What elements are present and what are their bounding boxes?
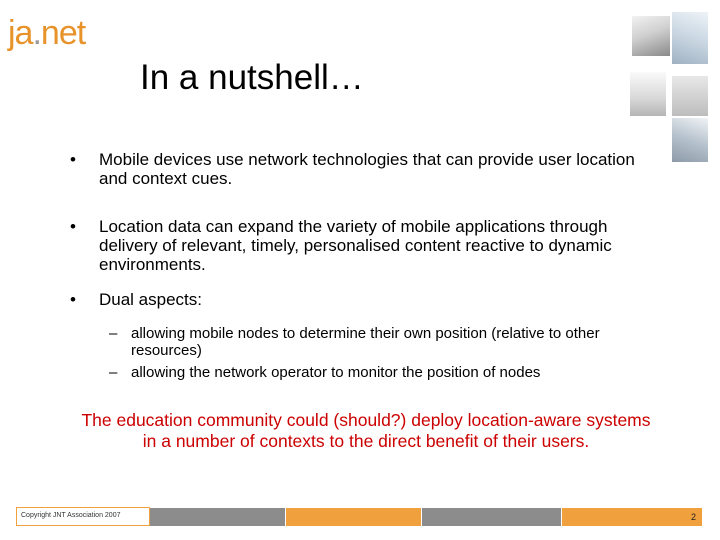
bullet-item: [64, 290, 202, 309]
bullet-text: Dual aspects:: [99, 290, 202, 309]
bullet-mark: •: [70, 290, 76, 309]
dash-mark: –: [109, 364, 118, 381]
photo-network-blue: [672, 118, 708, 162]
bullet-text: Mobile devices use network technologies that can provide user location and context cues.: [99, 150, 635, 188]
page-number: 2: [690, 512, 696, 522]
footer-bar: [0, 506, 720, 526]
bullet-mark: •: [70, 217, 76, 236]
bullet-mark: •: [70, 150, 76, 169]
photo-abstract-blue: [672, 12, 708, 64]
footer-segment-gray: [422, 508, 561, 526]
sub-bullet-item: [109, 325, 671, 359]
logo-dot: .: [32, 14, 41, 52]
dash-mark: –: [109, 325, 118, 342]
bullet-item: [64, 217, 664, 274]
janet-logo: [8, 14, 85, 53]
photo-classroom: [630, 72, 666, 116]
photo-people: [632, 16, 670, 56]
slide-title: In a nutshell…: [140, 58, 364, 97]
copyright-text: Copyright JNT Association 2007: [21, 512, 121, 519]
sub-bullet-text: allowing the network operator to monitor the position of nodes: [131, 364, 541, 381]
logo-part-net: net: [40, 14, 86, 52]
highlight-note: The education community could (should?) deploy location-aware systems in a number of contexts to the direct benefit of their users.: [81, 410, 651, 451]
bullet-item: [64, 150, 664, 188]
copyright-box: [16, 507, 150, 526]
footer-segment-orange: [286, 508, 421, 526]
footer-segment-gray: [150, 508, 285, 526]
photo-devices: [672, 76, 708, 116]
bullet-text: Location data can expand the variety of mobile applications through delivery of relevant, timely, personalised content reactive to dynamic environments.: [99, 217, 612, 274]
photo-collage: [630, 12, 710, 167]
logo-part-ja: ja: [8, 14, 33, 52]
sub-bullet-item: [109, 364, 671, 381]
footer-segment-orange: [562, 508, 702, 526]
sub-bullet-text: allowing mobile nodes to determine their own position (relative to other resources): [131, 325, 600, 359]
